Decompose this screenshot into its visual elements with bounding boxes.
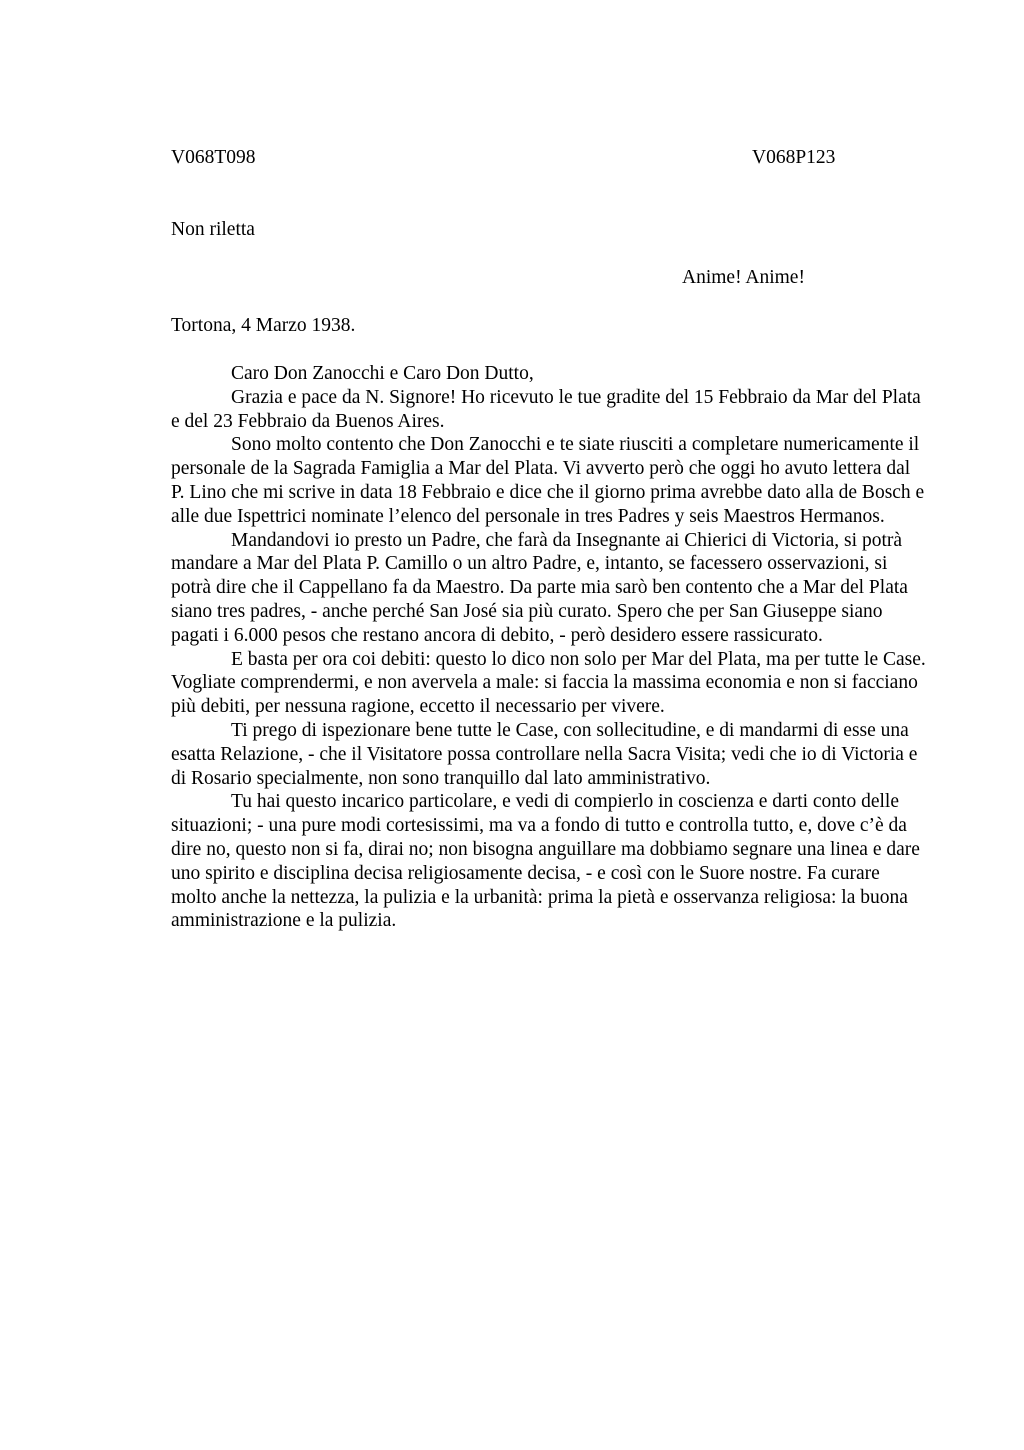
letter-paragraph: E basta per ora coi debiti: questo lo dico non solo per Mar del Plata, ma per tutte le Case. Vogliate comprendermi, e non avervela a male: si faccia la massima economia e non si facciano più debiti, per nessuna ragione, eccetto il necessario per vivere. (171, 648, 926, 718)
letter-paragraph: Mandandovi io presto un Padre, che farà da Insegnante ai Chierici di Victoria, si potrà mandare a Mar del Plata P. Camillo o un altro Padre, e, intanto, se facessero osservazioni, si potrà dire che il Cappellano fa da Maestro. Da parte mia sarò ben contento che a Mar del Plata siano tres padres, - anche perché San José sia più curato. Spero che per San Giuseppe siano pagati i 6.000 pesos che restano ancora di debito, - però desidero essere rassicurato. (171, 529, 908, 646)
letter-body (171, 362, 926, 933)
letter-paragraph: Grazia e pace da N. Signore! Ho ricevuto le tue gradite del 15 Febbraio da Mar del Plata e del 23 Febbraio da Buenos Aires. (171, 386, 921, 432)
document-code-right: V068P123 (752, 147, 836, 168)
status-note: Non riletta (171, 219, 255, 240)
letter-salutation: Caro Don Zanocchi e Caro Don Dutto, (231, 363, 534, 384)
motto: Anime! Anime! (682, 267, 805, 288)
letter-paragraph: Ti prego di ispezionare bene tutte le Case, con sollecitudine, e di mandarmi di esse una esatta Relazione, - che il Visitatore possa controllare nella Sacra Visita; vedi che io di Victoria e di Rosario specialmente, non sono tranquillo dal lato amministrativo. (171, 719, 918, 789)
letter-paragraph: Sono molto contento che Don Zanocchi e te siate riusciti a completare numericamente il personale de la Sagrada Famiglia a Mar del Plata. Vi avverto però che oggi ho avuto lettera dal P. Lino che mi scrive in data 18 Febbraio e dice che il giorno prima avrebbe dato alla de Bosch e alle due Ispettrici nominate l’elenco del personale in tres Padres y seis Maestros Hermanos. (171, 434, 925, 527)
letter-paragraph: Tu hai questo incarico particolare, e vedi di compierlo in coscienza e darti conto delle situazioni; - una pure modi cortesissimi, ma va a fondo di tutto e controlla tutto, e, dove c’è da dire no, questo non si fa, dirai no; non bisogna anguillare ma dobbiamo segnare una linea e dare uno spirito e disciplina decisa religiosamente decisa, - e così con le Suore nostre. Fa curare molto anche la nettezza, la pulizia e la urbanità: prima la pietà e osservanza religiosa: la buona amministrazione e la pulizia. (171, 791, 920, 932)
place-date: Tortona, 4 Marzo 1938. (171, 315, 356, 336)
document-code-left: V068T098 (171, 147, 256, 168)
